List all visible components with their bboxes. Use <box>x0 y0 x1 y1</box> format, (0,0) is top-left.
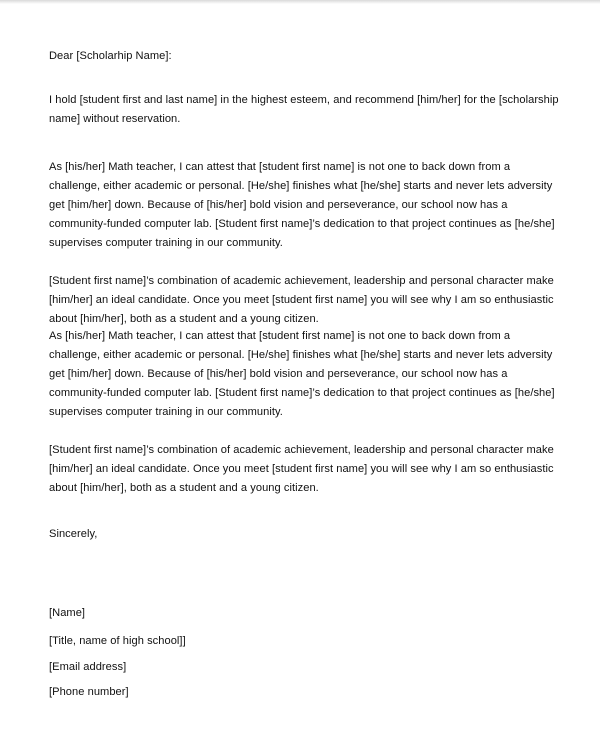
paragraph-line: get [him/her] down. Because of [his/her] bold vision and perseverance, our school now has a <box>49 368 508 380</box>
paragraph-line: [him/her] an ideal candidate. Once you meet [student first name] you will see why I am so enthusiastic <box>49 294 554 306</box>
paragraph-teacher-attestation <box>49 158 569 253</box>
signature-title: [Title, name of high school]] <box>49 635 186 647</box>
paragraph-line: about [him/her], both as a student and a young citizen. <box>49 482 319 494</box>
paragraph-line: about [him/her], both as a student and a young citizen. <box>49 313 319 325</box>
signature-email: [Email address] <box>49 661 127 673</box>
closing: Sincerely, <box>49 528 98 540</box>
salutation: Dear [Scholarhip Name]: <box>49 50 172 62</box>
paragraph-line: As [his/her] Math teacher, I can attest that [student first name] is not one to back down from a <box>49 161 511 173</box>
paragraph-line: I hold [student first and last name] in the highest esteem, and recommend [him/her] for the [scholarship <box>49 94 559 106</box>
signature-name: [Name] <box>49 607 86 619</box>
paragraph-line: get [him/her] down. Because of [his/her] bold vision and perseverance, our school now has a <box>49 199 508 211</box>
paragraph-line: challenge, either academic or personal. [He/she] finishes what [he/she] starts and never lets adversity <box>49 180 553 192</box>
paragraph-line: [Student first name]’s combination of academic achievement, leadership and personal character make <box>49 444 554 456</box>
paragraph-line: community-funded computer lab. [Student first name]’s dedication to that project continues as [he/she] <box>49 218 555 230</box>
paragraph-recommendation <box>49 91 569 129</box>
paragraph-line: challenge, either academic or personal. [He/she] finishes what [he/she] starts and never lets adversity <box>49 349 553 361</box>
paragraph-line: supervises computer training in our community. <box>49 237 283 249</box>
page-top-edge <box>0 0 600 4</box>
paragraph-line: [Student first name]’s combination of academic achievement, leadership and personal character make <box>49 275 554 287</box>
paragraph-line: [him/her] an ideal candidate. Once you meet [student first name] you will see why I am so enthusiastic <box>49 463 554 475</box>
paragraph-line: community-funded computer lab. [Student first name]’s dedication to that project continues as [he/she] <box>49 387 555 399</box>
paragraph-candidate-summary <box>49 272 569 329</box>
paragraph-candidate-summary-repeat <box>49 441 569 498</box>
paragraph-teacher-attestation-repeat <box>49 327 569 422</box>
paragraph-line: supervises computer training in our community. <box>49 406 283 418</box>
paragraph-line: name] without reservation. <box>49 113 181 125</box>
paragraph-line: As [his/her] Math teacher, I can attest that [student first name] is not one to back down from a <box>49 330 511 342</box>
signature-phone: [Phone number] <box>49 686 129 698</box>
